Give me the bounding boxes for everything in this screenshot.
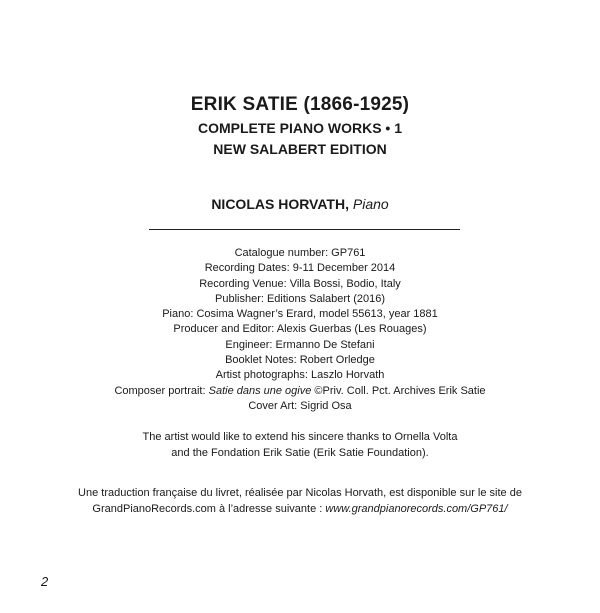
divider [149,229,460,230]
portrait-suffix: ©Priv. Coll. Pct. Archives Erik Satie [314,384,486,397]
credit-piano: Piano: Cosima Wagner’s Erard, model 55613, year 1881 [162,308,438,321]
translation-line-2 [0,502,600,518]
credit-catalogue: Catalogue number: GP761 [234,247,366,259]
portrait-title: Satie dans une ogive [208,384,312,397]
translation-prefix: GrandPianoRecords.com à l’adresse suivante : [92,502,323,515]
credit-photos: Artist photographs: Laszlo Horvath [215,369,385,382]
credit-engineer: Engineer: Ermanno De Stefani [225,338,375,351]
translation-note [0,486,600,517]
acknowledgements [0,430,600,461]
translation-url: www.grandpianorecords.com/GP761/ [325,502,508,515]
artist-role: Piano [352,196,389,212]
thanks-line-2: and the Fondation Erik Satie (Erik Satie Foundation). [171,446,429,459]
portrait-prefix: Composer portrait: [114,384,206,397]
credit-cover: Cover Art: Sigrid Osa [248,399,352,412]
credit-portrait [0,384,600,399]
edition-subtitle: NEW SALABERT EDITION [213,141,387,157]
artist-name: NICOLAS HORVATH, [211,196,349,212]
credit-dates: Recording Dates: 9-11 December 2014 [204,262,396,275]
credits-block [0,246,600,414]
page-number: 2 [41,574,49,589]
credit-publisher: Publisher: Editions Salabert (2016) [215,292,385,305]
thanks-line-1: The artist would like to extend his sincere thanks to Ornella Volta [142,431,458,443]
credit-producer: Producer and Editor: Alexis Guerbas (Les Rouages) [173,323,427,336]
album-title: ERIK SATIE (1866-1925) [190,94,410,115]
artist-line [0,196,600,212]
credit-venue: Recording Venue: Villa Bossi, Bodio, Italy [199,277,401,290]
translation-line-1: Une traduction française du livret, réalisée par Nicolas Horvath, est disponible sur le site de [78,487,522,499]
credit-booklet: Booklet Notes: Robert Orledge [225,354,375,367]
album-subtitle: COMPLETE PIANO WORKS • 1 [197,120,403,136]
